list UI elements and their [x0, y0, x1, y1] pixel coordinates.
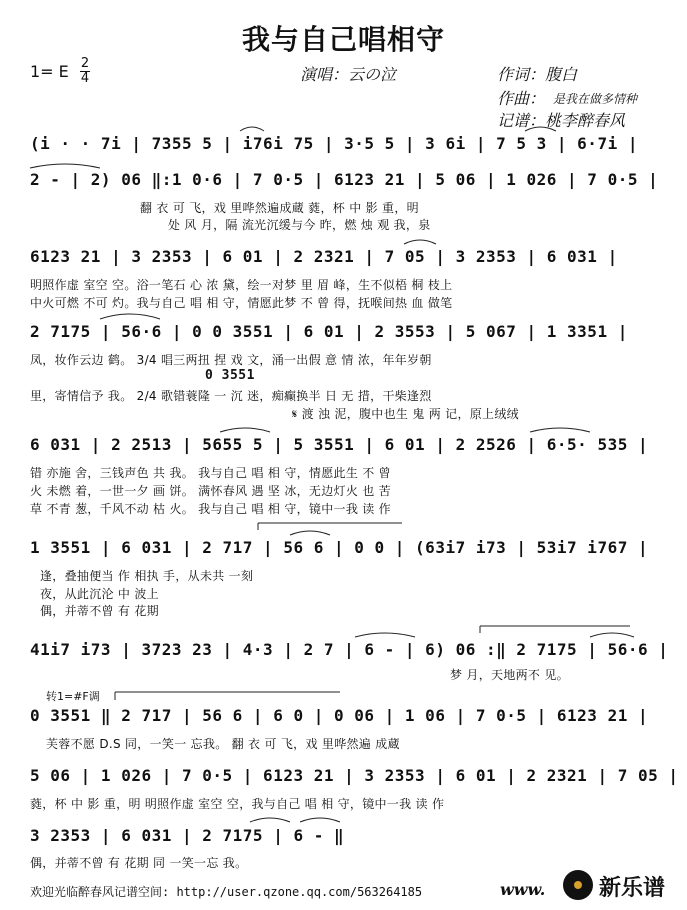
lyricist-credit: 作词：腹白 — [497, 65, 578, 84]
key-signature: 1= E — [30, 62, 69, 81]
score-row-9-notes: 5 06 | 1 026 | 7 0·5 | 6123 21 | 3 2353 | 6 01 | 2 2321 | 7 05 | — [30, 766, 679, 785]
time-signature-bottom: 4 — [80, 71, 90, 86]
brand-www: www. — [500, 880, 546, 899]
score-row-8-lyric-1: 芙蓉不愿 D.S 同，一笑一 忘我。 翻 衣 可 飞，戏 里哗然遍 成蔵 — [46, 737, 400, 751]
brand-name: 新乐谱 — [599, 876, 666, 901]
slur-mark — [100, 314, 160, 319]
slur-mark — [220, 428, 270, 432]
score-row-3-lyric-1: 明照作虚 室空 空。浴一笔石 心 浓 黛，绘一对梦 里 眉 峰，生不似梧 桐 枝上 — [30, 278, 453, 292]
composer-credit-label: 作曲： — [497, 89, 546, 108]
singer-credit: 演唱：云の泣 — [300, 65, 397, 84]
song-title: 我与自己唱相守 — [241, 23, 445, 56]
score-row-5-lyric-2: 火 未燃 着，一世一夕 画 饼。 满怀春风 遇 坚 冰，无边灯火 也 苦 — [30, 484, 391, 498]
composer-credit-name: 是我在做多情种 — [553, 92, 638, 106]
vinyl-disc-icon — [563, 870, 593, 900]
score-row-2-lyric-1: 翻 衣 可 飞，戏 里哗然遍成蔵 蕤，杯 中 影 重，明 — [140, 201, 419, 215]
modulation-note: 转1=#F调 — [46, 690, 100, 703]
score-row-5-notes: 6 031 | 2 2513 | 5655 5 | 5 3551 | 6 01 | 2 2526 | 6·5· 535 | — [30, 435, 649, 454]
score-row-2-lyric-2: 处 风 月，隔 流光沉缓与今 昨，燃 烛 观 我，泉 — [168, 218, 431, 232]
score-row-7-lyric-1: 梦 月，天地两不 见。 — [450, 668, 569, 682]
score-row-2-notes: 2 - | 2) 06 ‖:1 0·6 | 7 0·5 | 6123 21 | 5 06 | 1 026 | 7 0·5 | — [30, 170, 659, 189]
score-row-6-lyric-3: 偶，并蒂不曾 有 花期 — [40, 604, 159, 618]
score-row-4-lyric-3: 𝄋 渡 浊 泥，腹中也生 鬼 两 记，原上绒绒 — [292, 407, 519, 421]
score-row-7-notes: 41i7 i73 | 3723 23 | 4·3 | 2 7 | 6 - | 6) 06 :‖ 2 7175 | 56·6 | — [30, 640, 669, 659]
score-row-6-lyric-1: 逢，叠抽便当 作 相执 手，从未共 一刻 — [40, 569, 254, 583]
score-row-4-inline-notes: 0 3551 — [205, 368, 255, 383]
slur-mark — [404, 240, 436, 244]
score-row-3-notes: 6123 21 | 3 2353 | 6 01 | 2 2321 | 7 05 | 3 2353 | 6 031 | — [30, 247, 618, 266]
footer-credit: 欢迎光临醉春风记谱空间: http://user.qzone.qq.com/563264185 — [30, 885, 423, 899]
score-row-8-notes: 0 3551 ‖ 2 717 | 56 6 | 6 0 | 0 06 | 1 06 | 7 0·5 | 6123 21 | — [30, 706, 649, 725]
slur-mark — [30, 164, 100, 168]
score-row-10-notes: 3 2353 | 6 031 | 2 7175 | 6 - ‖ — [30, 826, 345, 845]
brand-logo — [563, 868, 681, 906]
slur-mark — [250, 818, 290, 822]
slur-mark — [525, 127, 556, 131]
slur-mark — [240, 127, 264, 131]
score-row-3-lyric-2: 中火可燃 不可 灼。我与自己 唱 相 守，情愿此梦 不 曾 得，抚喉间热 血 做笔 — [30, 296, 453, 310]
slur-mark — [590, 633, 634, 637]
score-row-5-lyric-3: 草 不青 葱，千风不动 枯 火。 我与自己 唱 相 守，镜中一我 读 作 — [30, 502, 391, 516]
score-row-5-lyric-1: 错 亦施 舍，三钱声色 共 我。 我与自己 唱 相 守，情愿此生 不 曾 — [30, 466, 391, 480]
score-row-1-notes: (i · · 7i | 7355 5 | i76i 75 | 3·5 5 | 3 6i | 7 5 3 | 6·7i | — [30, 134, 638, 153]
score-row-6-notes: 1 3551 | 6 031 | 2 717 | 56 6 | 0 0 | (63i7 i73 | 53i7 i767 | — [30, 538, 649, 557]
slur-mark — [290, 531, 330, 535]
slur-mark — [355, 633, 415, 637]
transcriber-credit: 记谱：桃李醉春风 — [497, 111, 626, 130]
slur-mark — [530, 428, 590, 432]
score-row-10-lyric-1: 偶，并蒂不曾 有 花期 同 一笑一忘 我。 — [30, 856, 248, 870]
score-row-6-lyric-2: 夜，从此沉沦 中 波上 — [40, 587, 159, 601]
score-row-4-lyric-1: 凤，妆作云边 鹤。 3/4 唱三两扭 捏 戏 文，涌一出假 意 情 浓，年年岁朝 — [30, 353, 432, 367]
score-row-4-lyric-2: 里，寄情信予 我。 2/4 歌错蓑隆 一 沉 迷，痴癫换半 日 无 措，干柴逢烈 — [30, 389, 432, 403]
score-row-9-lyric-1: 蕤，杯 中 影 重，明 明照作虚 室空 空，我与自己 唱 相 守，镜中一我 读 作 — [30, 797, 445, 811]
score-row-4-notes: 2 7175 | 56·6 | 0 0 3551 | 6 01 | 2 3553 | 5 067 | 1 3351 | — [30, 322, 628, 341]
slur-mark — [300, 818, 340, 822]
time-signature-top: 2 — [80, 56, 90, 71]
